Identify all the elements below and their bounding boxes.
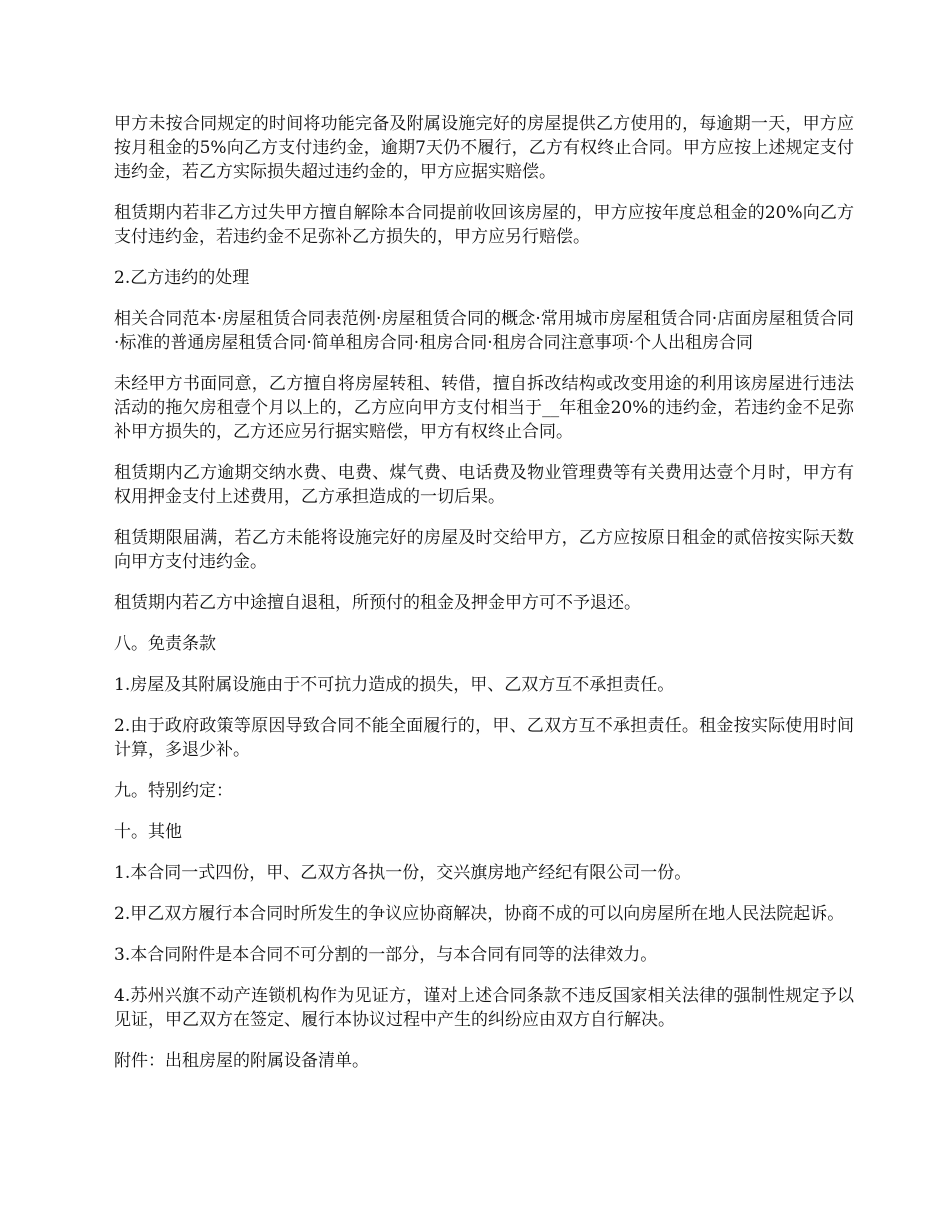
paragraph-force-majeure: 1.房屋及其附属设施由于不可抗力造成的损失，甲、乙双方互不承担责任。 (114, 675, 675, 695)
paragraph-related-templates: 相关合同范本·房屋租赁合同表范例·房屋租赁合同的概念·常用城市房屋租赁合同·店面房屋租赁合同·标准的普通房屋租赁合同·简单租房合同·租房合同·租房合同注意事项·个人出租房合同 (114, 309, 854, 353)
document-page (114, 112, 854, 1090)
paragraph-party-a-early-termination: 租赁期内若非乙方过失甲方擅自解除本合同提前收回该房屋的，甲方应按年度总租金的20%向乙方支付违约金，若违约金不足弥补乙方损失的，甲方应另行赔偿。 (114, 203, 854, 247)
paragraph-overdue-fees: 租赁期内乙方逾期交纳水费、电费、煤气费、电话费及物业管理费等有关费用达壹个月时，甲方有权用押金支付上述费用，乙方承担造成的一切后果。 (114, 463, 854, 507)
paragraph-sublease-breach: 未经甲方书面同意，乙方擅自将房屋转租、转借，擅自拆改结构或改变用途的利用该房屋进行违法活动的拖欠房租壹个月以上的，乙方应向甲方支付相当于__年租金20%的违约金，若违约金不足弥补甲方损失的，乙方还应另行据实赔偿，甲方有权终止合同。 (114, 374, 854, 442)
paragraph-copies: 1.本合同一式四份，甲、乙双方各执一份，交兴旗房地产经纪有限公司一份。 (114, 863, 692, 883)
paragraph-lease-expiry: 租赁期限届满，若乙方未能将设施完好的房屋及时交给甲方，乙方应按原日租金的贰倍按实际天数向甲方支付违约金。 (114, 528, 854, 572)
paragraph-early-withdrawal: 租赁期内若乙方中途擅自退租，所预付的租金及押金甲方可不予退还。 (114, 593, 641, 613)
paragraph-government-policy: 2.由于政府政策等原因导致合同不能全面履行的，甲、乙双方互不承担责任。租金按实际使用时间计算，多退少补。 (114, 716, 854, 760)
paragraph-witness: 4.苏州兴旗不动产连锁机构作为见证方，谨对上述合同条款不违反国家相关法律的强制性规定予以见证，甲乙双方在签定、履行本协议过程中产生的纠纷应由双方自行解决。 (114, 986, 854, 1030)
paragraph-attachment-list: 附件：出租房屋的附属设备清单。 (114, 1051, 369, 1071)
heading-special-agreement: 九。特别约定： (114, 781, 233, 801)
heading-exemption-clause: 八。免责条款 (114, 634, 216, 654)
heading-other: 十。其他 (114, 822, 182, 842)
paragraph-attachments-validity: 3.本合同附件是本合同不可分割的一部分，与本合同有同等的法律效力。 (114, 945, 658, 965)
heading-party-b-breach: 2.乙方违约的处理 (114, 268, 250, 288)
paragraph-disputes: 2.甲乙双方履行本合同时所发生的争议应协商解决，协商不成的可以向房屋所在地人民法院起诉。 (114, 904, 845, 924)
paragraph-party-a-late-delivery: 甲方未按合同规定的时间将功能完备及附属设施完好的房屋提供乙方使用的，每逾期一天，甲方应按月租金的5%向乙方支付违约金，逾期7天仍不履行，乙方有权终止合同。甲方应按上述规定支付违约金，若乙方实际损失超过违约金的，甲方应据实赔偿。 (114, 114, 854, 182)
